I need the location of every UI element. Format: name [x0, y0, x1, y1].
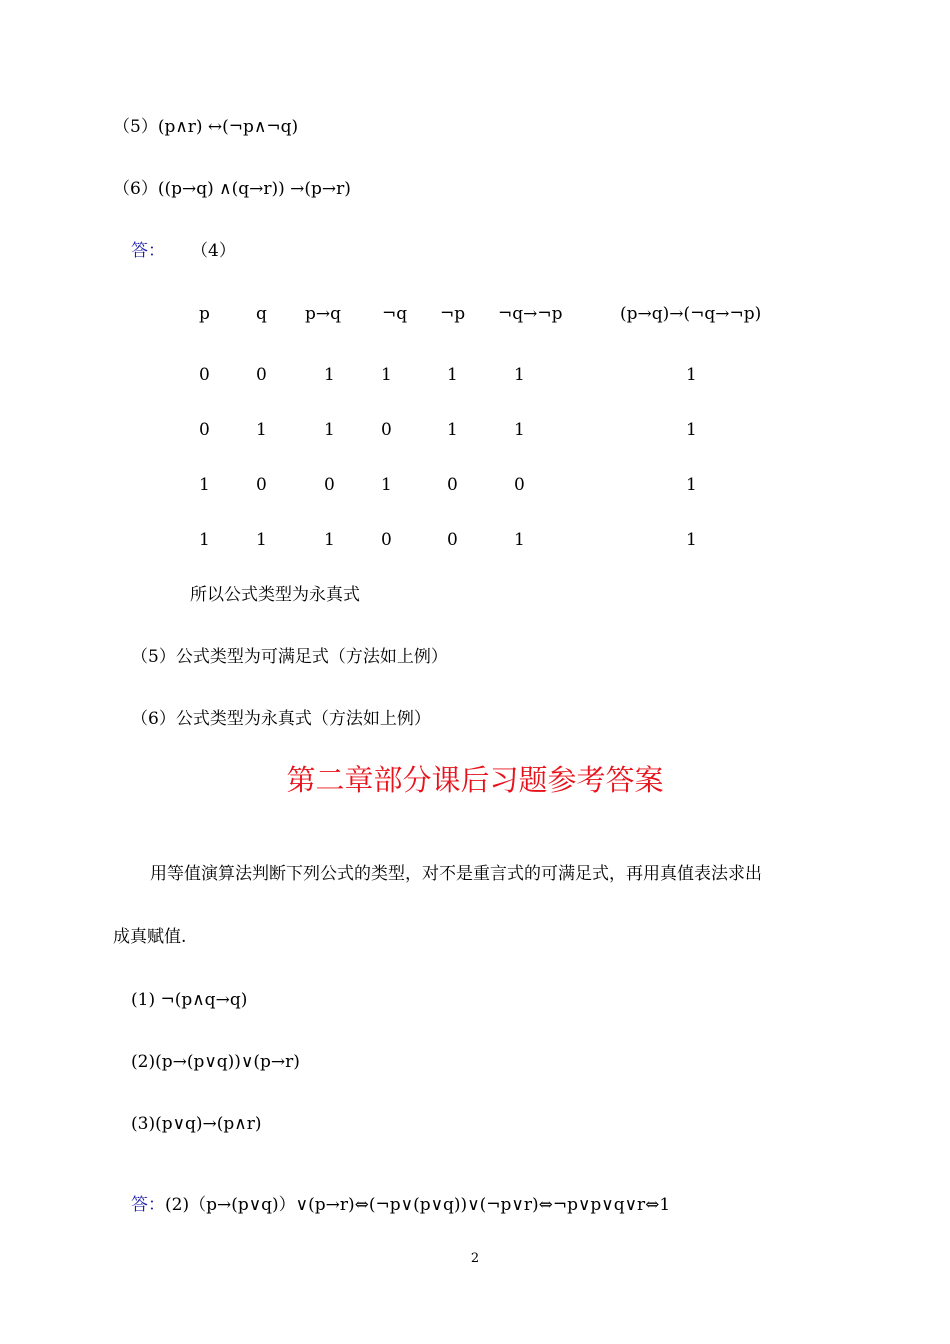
table-header-cell: p→q [305, 304, 342, 324]
exercise-item-1: (1) ¬(p∧q→q) [131, 990, 248, 1010]
table-cell: 1 [324, 420, 335, 440]
problem-6-line: （6）((p→q) ∧(q→r)) →(p→r) [113, 179, 351, 199]
question-line-1: 用等值演算法判断下列公式的类型，对不是重言式的可满足式，再用真值表法求出 [150, 864, 762, 884]
table-cell: 1 [686, 530, 697, 550]
table-header-cell: ¬q→¬p [498, 304, 563, 324]
table-header-cell: p [199, 304, 210, 324]
table-cell: 1 [686, 420, 697, 440]
result-5-text: （5）公式类型为可满足式（方法如上例） [131, 647, 448, 667]
result-6-text: （6）公式类型为永真式（方法如上例） [131, 709, 431, 729]
table-cell: 1 [256, 420, 267, 440]
answer-label: 答： [131, 241, 165, 261]
problem-5-line: （5）(p∧r) ↔(¬p∧¬q) [113, 117, 299, 137]
table-cell: 1 [514, 530, 525, 550]
table-cell: 1 [256, 530, 267, 550]
table-cell: 0 [381, 530, 392, 550]
table-cell: 1 [199, 475, 210, 495]
table-cell: 1 [381, 365, 392, 385]
table-header-cell: ¬q [382, 304, 408, 324]
table-cell: 0 [199, 365, 210, 385]
table-header-cell: (p→q)→(¬q→¬p) [620, 304, 762, 324]
table-cell: 1 [514, 420, 525, 440]
table-cell: 0 [447, 475, 458, 495]
table-cell: 0 [381, 420, 392, 440]
table-cell: 1 [686, 475, 697, 495]
answer-2-line [131, 1194, 670, 1216]
table-cell: 0 [324, 475, 335, 495]
table-cell: 1 [514, 365, 525, 385]
table-cell: 0 [447, 530, 458, 550]
question-line-2: 成真赋值. [113, 927, 187, 947]
conclusion-text: 所以公式类型为永真式 [190, 585, 360, 605]
table-cell: 1 [686, 365, 697, 385]
answer-item-4: （4） [191, 241, 236, 261]
answer-label: 答： [131, 1195, 165, 1215]
page-number: 2 [470, 1251, 480, 1266]
answer-2-text: (2)（p→(p∨q)）∨(p→r)⇔(¬p∨(p∨q))∨(¬p∨r)⇔¬p∨p∨q∨r⇔1 [165, 1195, 671, 1215]
table-cell: 1 [381, 475, 392, 495]
answer-1-line [131, 240, 236, 262]
table-header-cell: ¬p [440, 304, 466, 324]
chapter-title: 第二章部分课后习题参考答案 [286, 763, 664, 797]
table-cell: 1 [199, 530, 210, 550]
table-cell: 0 [256, 365, 267, 385]
table-cell: 0 [199, 420, 210, 440]
table-cell: 1 [324, 365, 335, 385]
table-cell: 1 [447, 420, 458, 440]
table-cell: 1 [324, 530, 335, 550]
table-cell: 0 [256, 475, 267, 495]
exercise-item-2: (2)(p→(p∨q))∨(p→r) [131, 1052, 300, 1072]
table-cell: 1 [447, 365, 458, 385]
table-cell: 0 [514, 475, 525, 495]
exercise-item-3: (3)(p∨q)→(p∧r) [131, 1114, 262, 1134]
table-header-cell: q [256, 304, 267, 324]
